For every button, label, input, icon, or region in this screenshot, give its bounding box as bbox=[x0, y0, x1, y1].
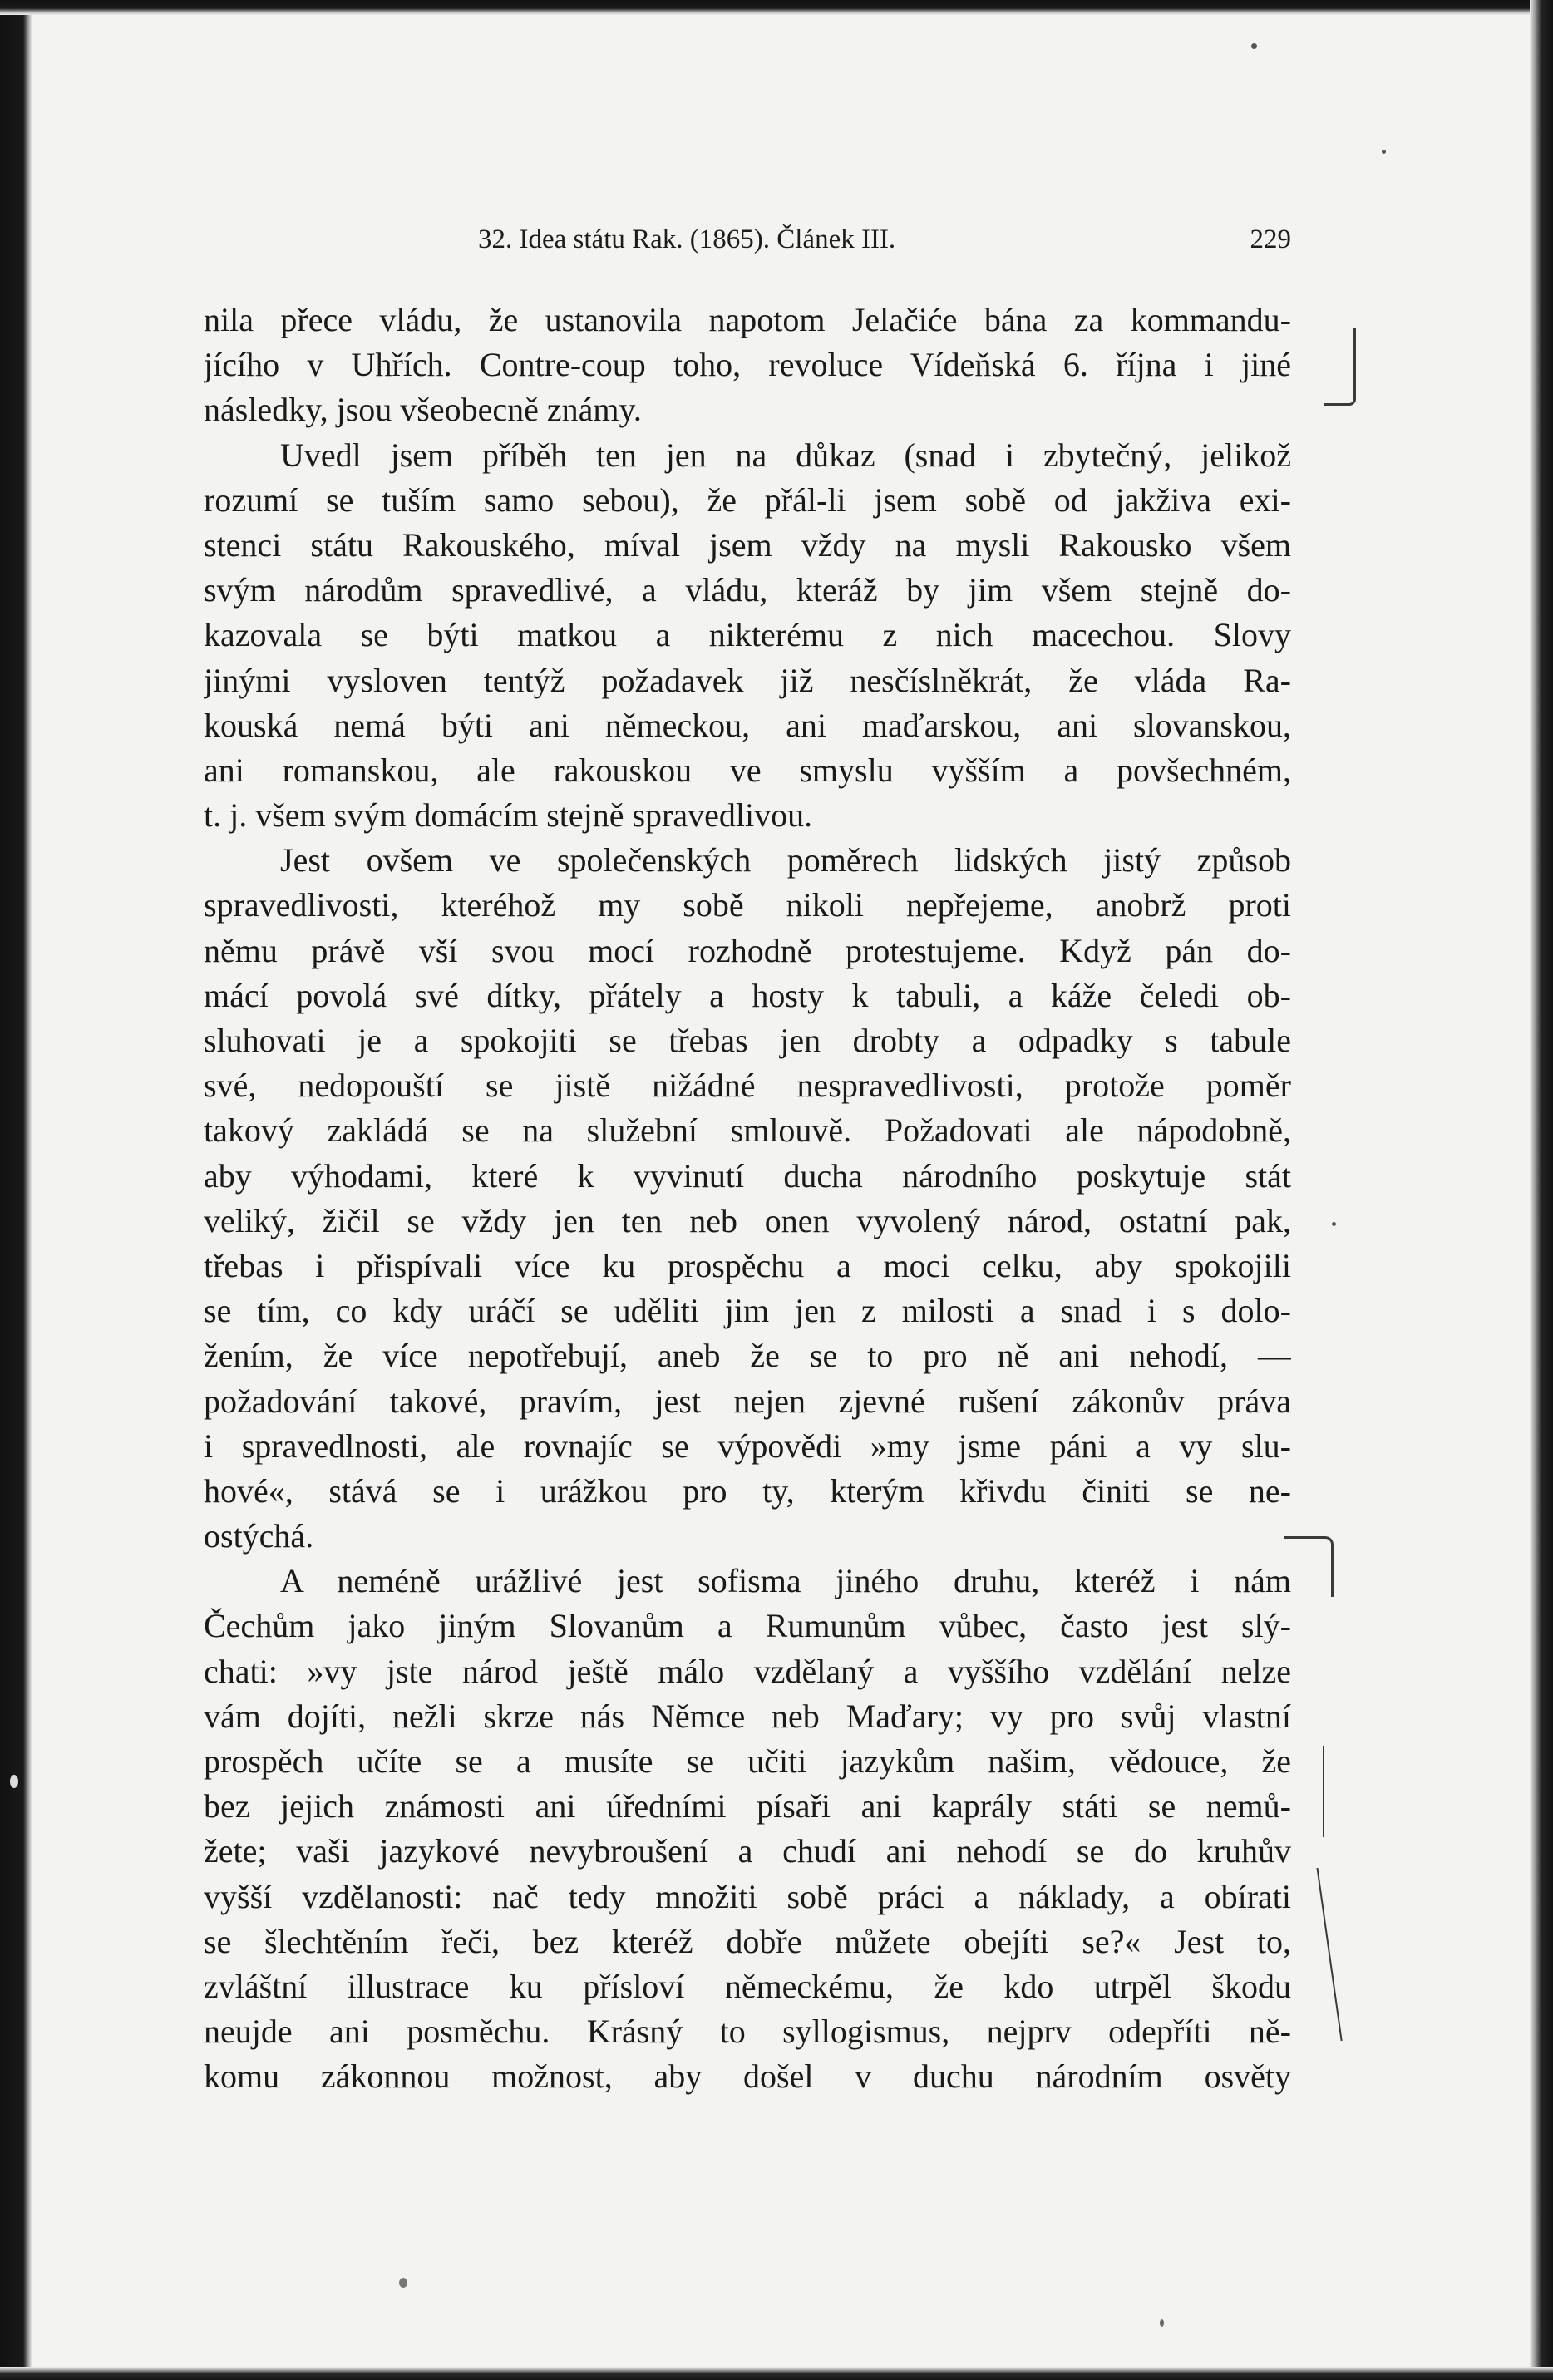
text-line: ostýchá. bbox=[204, 1517, 314, 1555]
margin-pencil-mark bbox=[1324, 328, 1356, 406]
text-line: jinými vysloven tentýž požadavek již nesčíslněkrát, že vláda Ra- bbox=[204, 661, 1291, 699]
text-line: se šlechtěním řeči, bez kteréž dobře můžete obejíti se?« Jest to, bbox=[204, 1922, 1291, 1960]
text-line: požadování takové, pravím, jest nejen zjevné rušení zákonův práva bbox=[204, 1382, 1291, 1420]
text-line: takový zakládá se na služební smlouvě. Požadovati ale nápodobně, bbox=[204, 1111, 1291, 1150]
scan-speck bbox=[1251, 43, 1257, 49]
running-header bbox=[204, 224, 1291, 261]
scan-speck bbox=[1160, 2319, 1164, 2327]
margin-pencil-mark bbox=[1284, 1536, 1334, 1597]
page-number: 229 bbox=[1250, 224, 1291, 254]
text-line: stenci státu Rakouského, míval jsem vždy na mysli Rakousko všem bbox=[204, 525, 1291, 564]
text-line: nila přece vládu, že ustanovila napotom Jelačiće bána za kommandu- bbox=[204, 301, 1291, 338]
text-line: veliký, žičil se vždy jen ten neb onen vyvolený národ, ostatní pak, bbox=[204, 1201, 1291, 1239]
text-line: sluhovati je a spokojiti se třebas jen drobty a odpadky s tabule bbox=[204, 1022, 1291, 1059]
text-line: bez jejich známosti ani úředními písaři ani kaprály státi se nemů- bbox=[204, 1787, 1291, 1826]
text-line: třebas i přispívali více ku prospěchu a moci celku, aby spokojili bbox=[204, 1246, 1291, 1284]
text-line: vám dojíti, nežli skrze nás Němce neb Maďary; vy pro svůj vlastní bbox=[204, 1697, 1291, 1735]
text-line: rozumí se tuším samo sebou), že přál-li jsem sobě od jakživa exi- bbox=[204, 480, 1291, 519]
text-line: komu zákonnou možnost, aby došel v duchu národním osvěty bbox=[204, 2057, 1291, 2096]
text-line: Čechům jako jiným Slovanům a Rumunům vůbec, často jest slý- bbox=[204, 1607, 1291, 1645]
scan-border-bottom bbox=[0, 2367, 1553, 2380]
text-line: jícího v Uhřích. Contre-coup toho, revoluce Vídeňská 6. října i jiné bbox=[204, 346, 1291, 384]
text-line: t. j. všem svým domácím stejně spravedlivou. bbox=[204, 796, 813, 835]
text-line: prospěch učíte se a musíte se učiti jazykům našim, vědouce, že bbox=[204, 1742, 1291, 1780]
scan-border-right bbox=[1530, 0, 1553, 2380]
margin-pencil-mark bbox=[1318, 1746, 1324, 1837]
body-text bbox=[204, 298, 1291, 2100]
text-line: Uvedl jsem příběh ten jen na důkaz (snad i zbytečný, jelikož bbox=[280, 436, 1291, 474]
text-line: chati: »vy jste národ ještě málo vzdělaný a vyššího vzdělání nelze bbox=[204, 1652, 1291, 1690]
margin-pencil-mark bbox=[1316, 1866, 1353, 2041]
text-line: svým národům spravedlivé, a vládu, kteráž by jim všem stejně do- bbox=[204, 571, 1291, 609]
text-line: své, nedopouští se jistě nižádné nespravedlivosti, protože poměr bbox=[204, 1067, 1291, 1105]
scan-speck bbox=[399, 2278, 407, 2288]
scan-speck bbox=[1332, 1222, 1336, 1226]
text-line: mácí povolá své dítky, přátely a hosty k tabuli, a káže čeledi ob- bbox=[204, 976, 1291, 1014]
text-line: žete; vaši jazykové nevybroušení a chudí ani nehodí se do kruhův bbox=[204, 1832, 1291, 1870]
text-line: zvláštní illustrace ku přísloví německému, že kdo utrpěl škodu bbox=[204, 1967, 1291, 2005]
text-line: aby výhodami, které k vyvinutí ducha národního poskytuje stát bbox=[204, 1156, 1291, 1195]
scan-border-left bbox=[0, 0, 32, 2380]
text-line: i spravedlnosti, ale rovnajíc se výpovědi »my jsme páni a vy slu- bbox=[204, 1427, 1291, 1465]
text-line: neujde ani posměchu. Krásný to syllogismus, nejprv odepříti ně- bbox=[204, 2013, 1291, 2051]
text-line: kouská nemá býti ani německou, ani maďarskou, ani slovanskou, bbox=[204, 706, 1291, 744]
scan-speck bbox=[10, 1775, 18, 1788]
text-line: spravedlivosti, kteréhož my sobě nikoli nepřejeme, anobrž proti bbox=[204, 886, 1291, 924]
text-line: následky, jsou všeobecně známy. bbox=[204, 391, 642, 429]
text-line: A neméně urážlivé jest sofisma jiného druhu, kteréž i nám bbox=[280, 1562, 1291, 1600]
scan-speck bbox=[1382, 150, 1386, 154]
text-line: ani romanskou, ale rakouskou ve smyslu vyšším a povšechném, bbox=[204, 751, 1291, 789]
text-line: žením, že více nepotřebují, aneb že se to pro ně ani nehodí, — bbox=[204, 1337, 1291, 1375]
text-line: kazovala se býti matkou a nikterému z nich macechou. Slovy bbox=[204, 616, 1291, 654]
text-line: němu právě vší svou mocí rozhodně protestujeme. Když pán do- bbox=[204, 931, 1291, 969]
text-line: Jest ovšem ve společenských poměrech lidských jistý způsob bbox=[280, 841, 1291, 880]
text-line: vyšší vzdělanosti: nač tedy množiti sobě práci a náklady, a obírati bbox=[204, 1877, 1291, 1915]
text-line: se tím, co kdy uráčí se uděliti jim jen z milosti a snad i s dolo- bbox=[204, 1292, 1291, 1330]
running-title: 32. Idea státu Rak. (1865). Článek III. bbox=[478, 224, 896, 254]
text-line: hové«, stává se i urážkou pro ty, kterým křivdu činiti se ne- bbox=[204, 1471, 1291, 1510]
scan-border-top bbox=[0, 0, 1553, 15]
